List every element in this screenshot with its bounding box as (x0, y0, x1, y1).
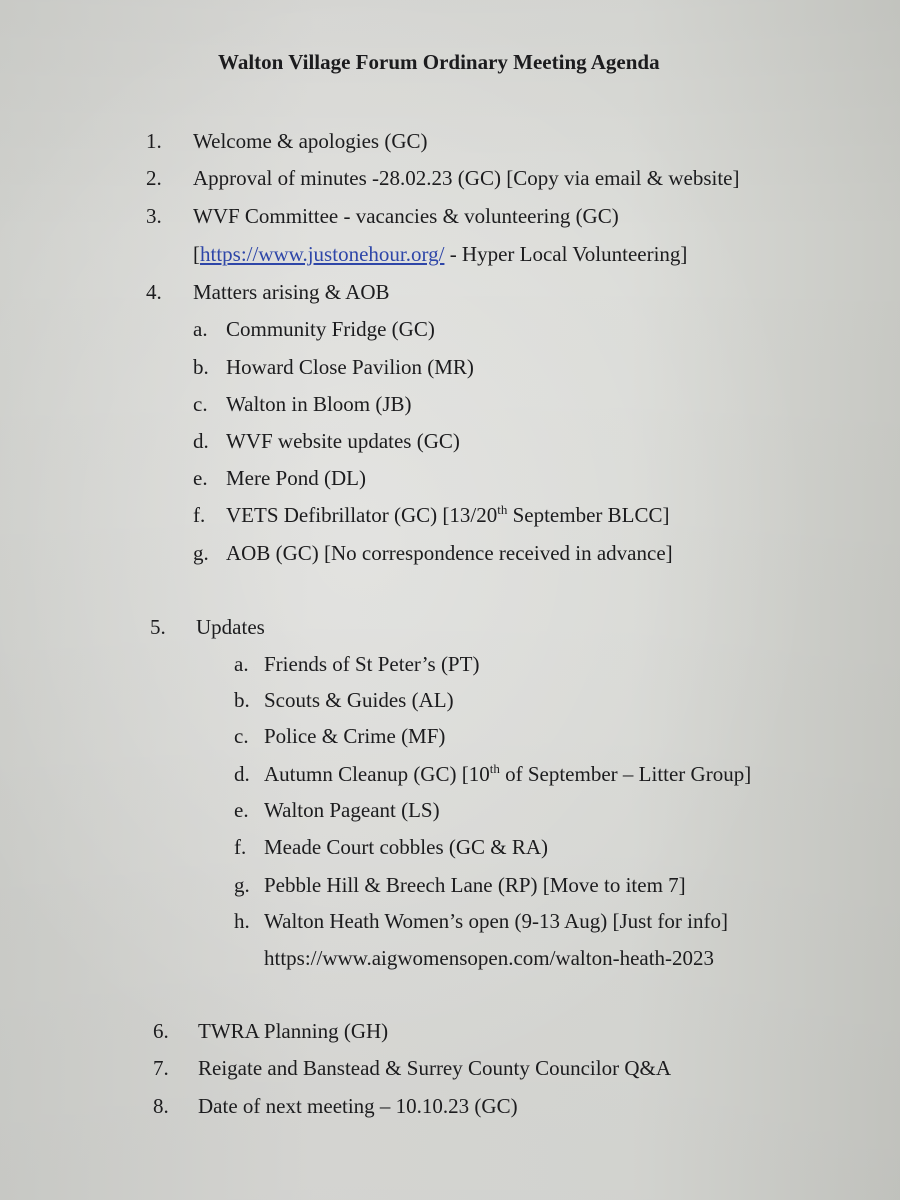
item-letter: e. (234, 798, 249, 822)
item-letter: b. (193, 355, 209, 379)
item-letter: f. (234, 835, 247, 859)
item-text: Pebble Hill & Breech Lane (RP) [Move to item 7] (264, 873, 686, 897)
item-text: Matters arising & AOB (193, 280, 390, 304)
item-number: 5. (150, 615, 166, 639)
item-number: 3. (146, 204, 162, 228)
page-title: Walton Village Forum Ordinary Meeting Agenda (218, 50, 660, 74)
item-number: 4. (146, 280, 162, 304)
item-letter: g. (234, 873, 250, 897)
item-number: 7. (153, 1056, 169, 1080)
item-letter: c. (234, 724, 249, 748)
item-letter: h. (234, 909, 250, 933)
item-letter: b. (234, 688, 250, 712)
item-text: Approval of minutes -28.02.23 (GC) [Copy via email & website] (193, 166, 740, 190)
item-letter: c. (193, 392, 208, 416)
item-number: 8. (153, 1094, 169, 1118)
item-letter: a. (193, 317, 208, 341)
link-line: [https://www.justonehour.org/ - Hyper Local Volunteering] (193, 242, 688, 266)
item-text: Police & Crime (MF) (264, 724, 446, 748)
item-text: Walton Heath Women’s open (9-13 Aug) [Just for info] (264, 909, 728, 933)
justonehour-link[interactable]: https://www.justonehour.org/ (200, 242, 445, 266)
item-text: Friends of St Peter’s (PT) (264, 652, 480, 676)
item-letter: d. (193, 429, 209, 453)
item-letter: g. (193, 541, 209, 565)
item-text: Welcome & apologies (GC) (193, 129, 428, 153)
item-text: Date of next meeting – 10.10.23 (GC) (198, 1094, 518, 1118)
item-text: TWRA Planning (GH) (198, 1019, 389, 1043)
item-text: Walton Pageant (LS) (264, 798, 440, 822)
item-letter: e. (193, 466, 208, 490)
item-text: Walton in Bloom (JB) (226, 392, 412, 416)
item-text: Autumn Cleanup (GC) [10th of September – Litter Group] (264, 761, 752, 786)
item-text: Updates (196, 615, 265, 639)
item-number: 1. (146, 129, 162, 153)
item-letter: d. (234, 762, 250, 786)
item-text: Community Fridge (GC) (226, 317, 435, 341)
womens-open-url[interactable]: https://www.aigwomensopen.com/walton-heath-2023 (264, 946, 715, 970)
item-text: Meade Court cobbles (GC & RA) (264, 835, 549, 859)
item-number: 6. (153, 1019, 169, 1043)
item-text: Mere Pond (DL) (226, 466, 366, 490)
item-letter: a. (234, 652, 249, 676)
item-number: 2. (146, 166, 162, 190)
item-text: Reigate and Banstead & Surrey County Councilor Q&A (198, 1056, 672, 1080)
item-text: AOB (GC) [No correspondence received in advance] (226, 541, 673, 565)
item-text: Scouts & Guides (AL) (264, 688, 454, 712)
item-letter: f. (193, 503, 206, 527)
item-text: WVF website updates (GC) (226, 429, 460, 453)
item-text: Howard Close Pavilion (MR) (226, 355, 474, 379)
item-text: VETS Defibrillator (GC) [13/20th September BLCC] (226, 502, 670, 527)
item-text: WVF Committee - vacancies & volunteering (GC) (193, 204, 619, 228)
